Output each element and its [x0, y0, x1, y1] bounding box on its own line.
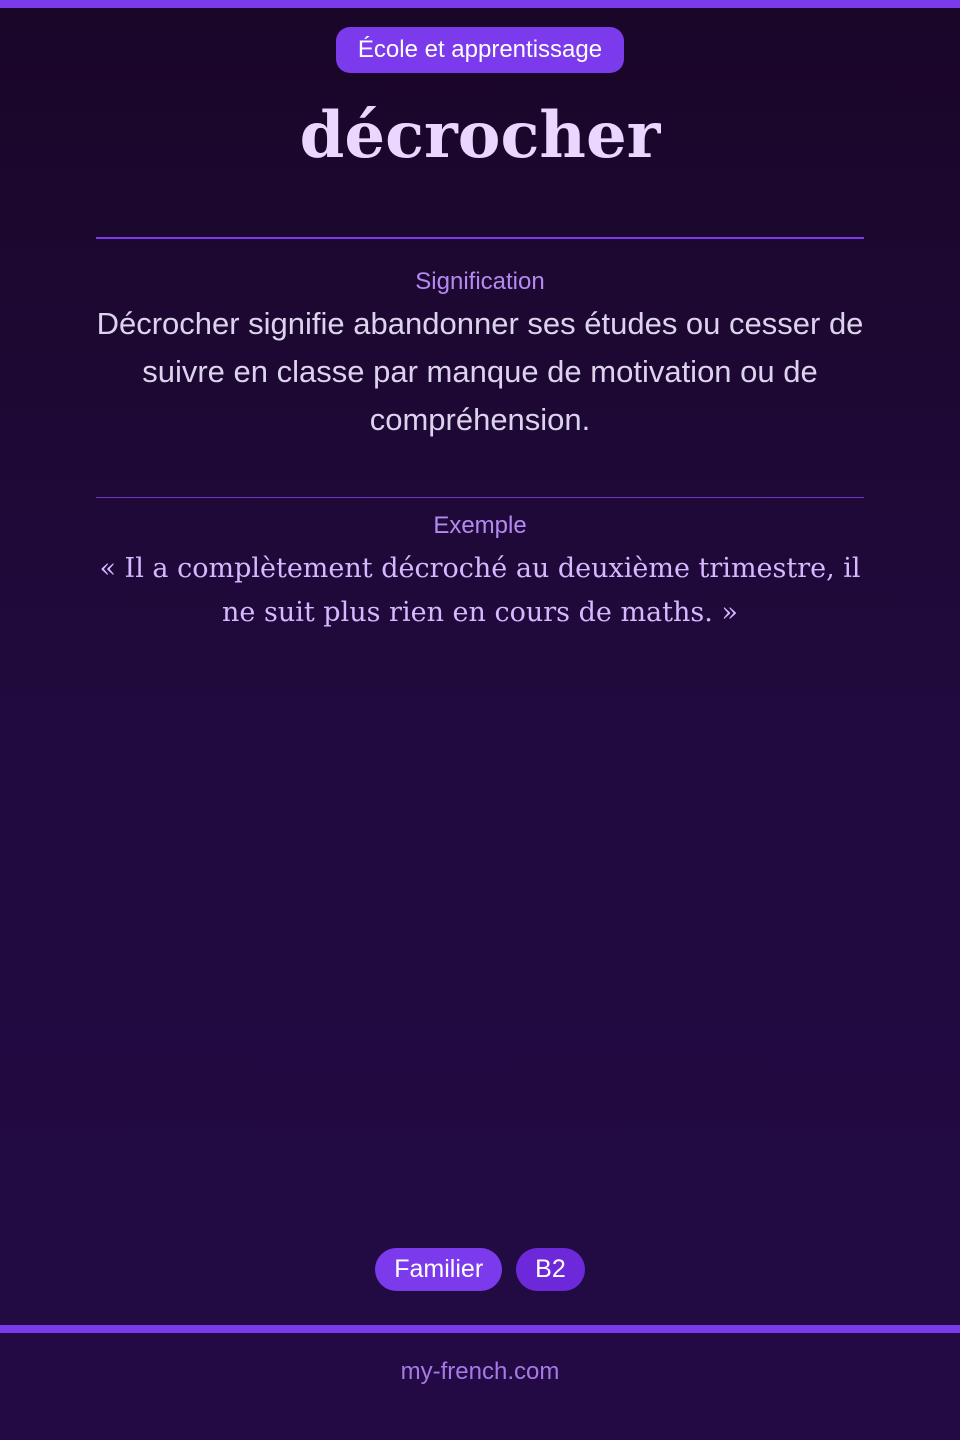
example-label: Exemple — [433, 512, 527, 539]
example-text: « Il a complètement décroché au deuxième trimestre, il ne suit plus rien en cours de maths. » — [99, 553, 861, 628]
level-tag: B2 — [516, 1248, 585, 1291]
tag-list — [0, 1248, 960, 1291]
divider — [96, 237, 864, 239]
divider — [96, 497, 864, 498]
meaning-text: Décrocher signifie abandonner ses études ou cesser de suivre en classe par manque de motivation ou de compréhension. — [96, 306, 864, 437]
register-tag: Familier — [375, 1248, 502, 1291]
top-accent-bar — [0, 0, 960, 8]
word-title: décrocher — [299, 98, 661, 173]
meaning-label: Signification — [415, 268, 545, 295]
bottom-accent-bar — [0, 1325, 960, 1333]
footer-site-link[interactable]: my-french.com — [400, 1358, 560, 1385]
category-badge: École et apprentissage — [336, 27, 624, 73]
